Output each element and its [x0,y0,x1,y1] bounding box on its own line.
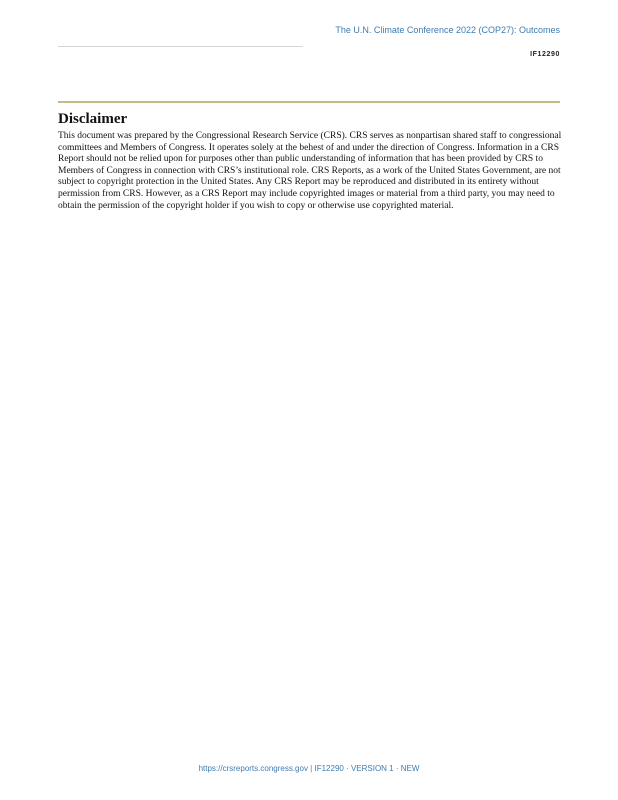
report-id: IF12290 [530,51,560,58]
disclaimer-heading: Disclaimer [58,111,128,127]
header-divider [58,46,303,47]
section-divider [58,101,560,103]
disclaimer-body: This document was prepared by the Congressional Research Service (CRS). CRS serves as nonpartisan shared staff to congressional committees and Members of Congress. It operates solely at the behest of and under the direction of Congress. Information in a CRS Report should not be relied upon for purposes other than public understanding of information that has been provided by CRS to Members of Congress in connection with CRS’s institutional role. CRS Reports, as a work of the United States Government, are not subject to copyright protection in the United States. Any CRS Report may be reproduced and distributed in its entirety without permission from CRS. However, as a CRS Report may include copyrighted images or material from a third party, you may need to obtain the permission of the copyright holder if you wish to copy or otherwise use copyrighted material. [58,131,562,211]
page-header-title: The U.N. Climate Conference 2022 (COP27): Outcomes [335,25,560,35]
page-footer[interactable]: https://crsreports.congress.gov | IF12290 · VERSION 1 · NEW [198,764,420,773]
